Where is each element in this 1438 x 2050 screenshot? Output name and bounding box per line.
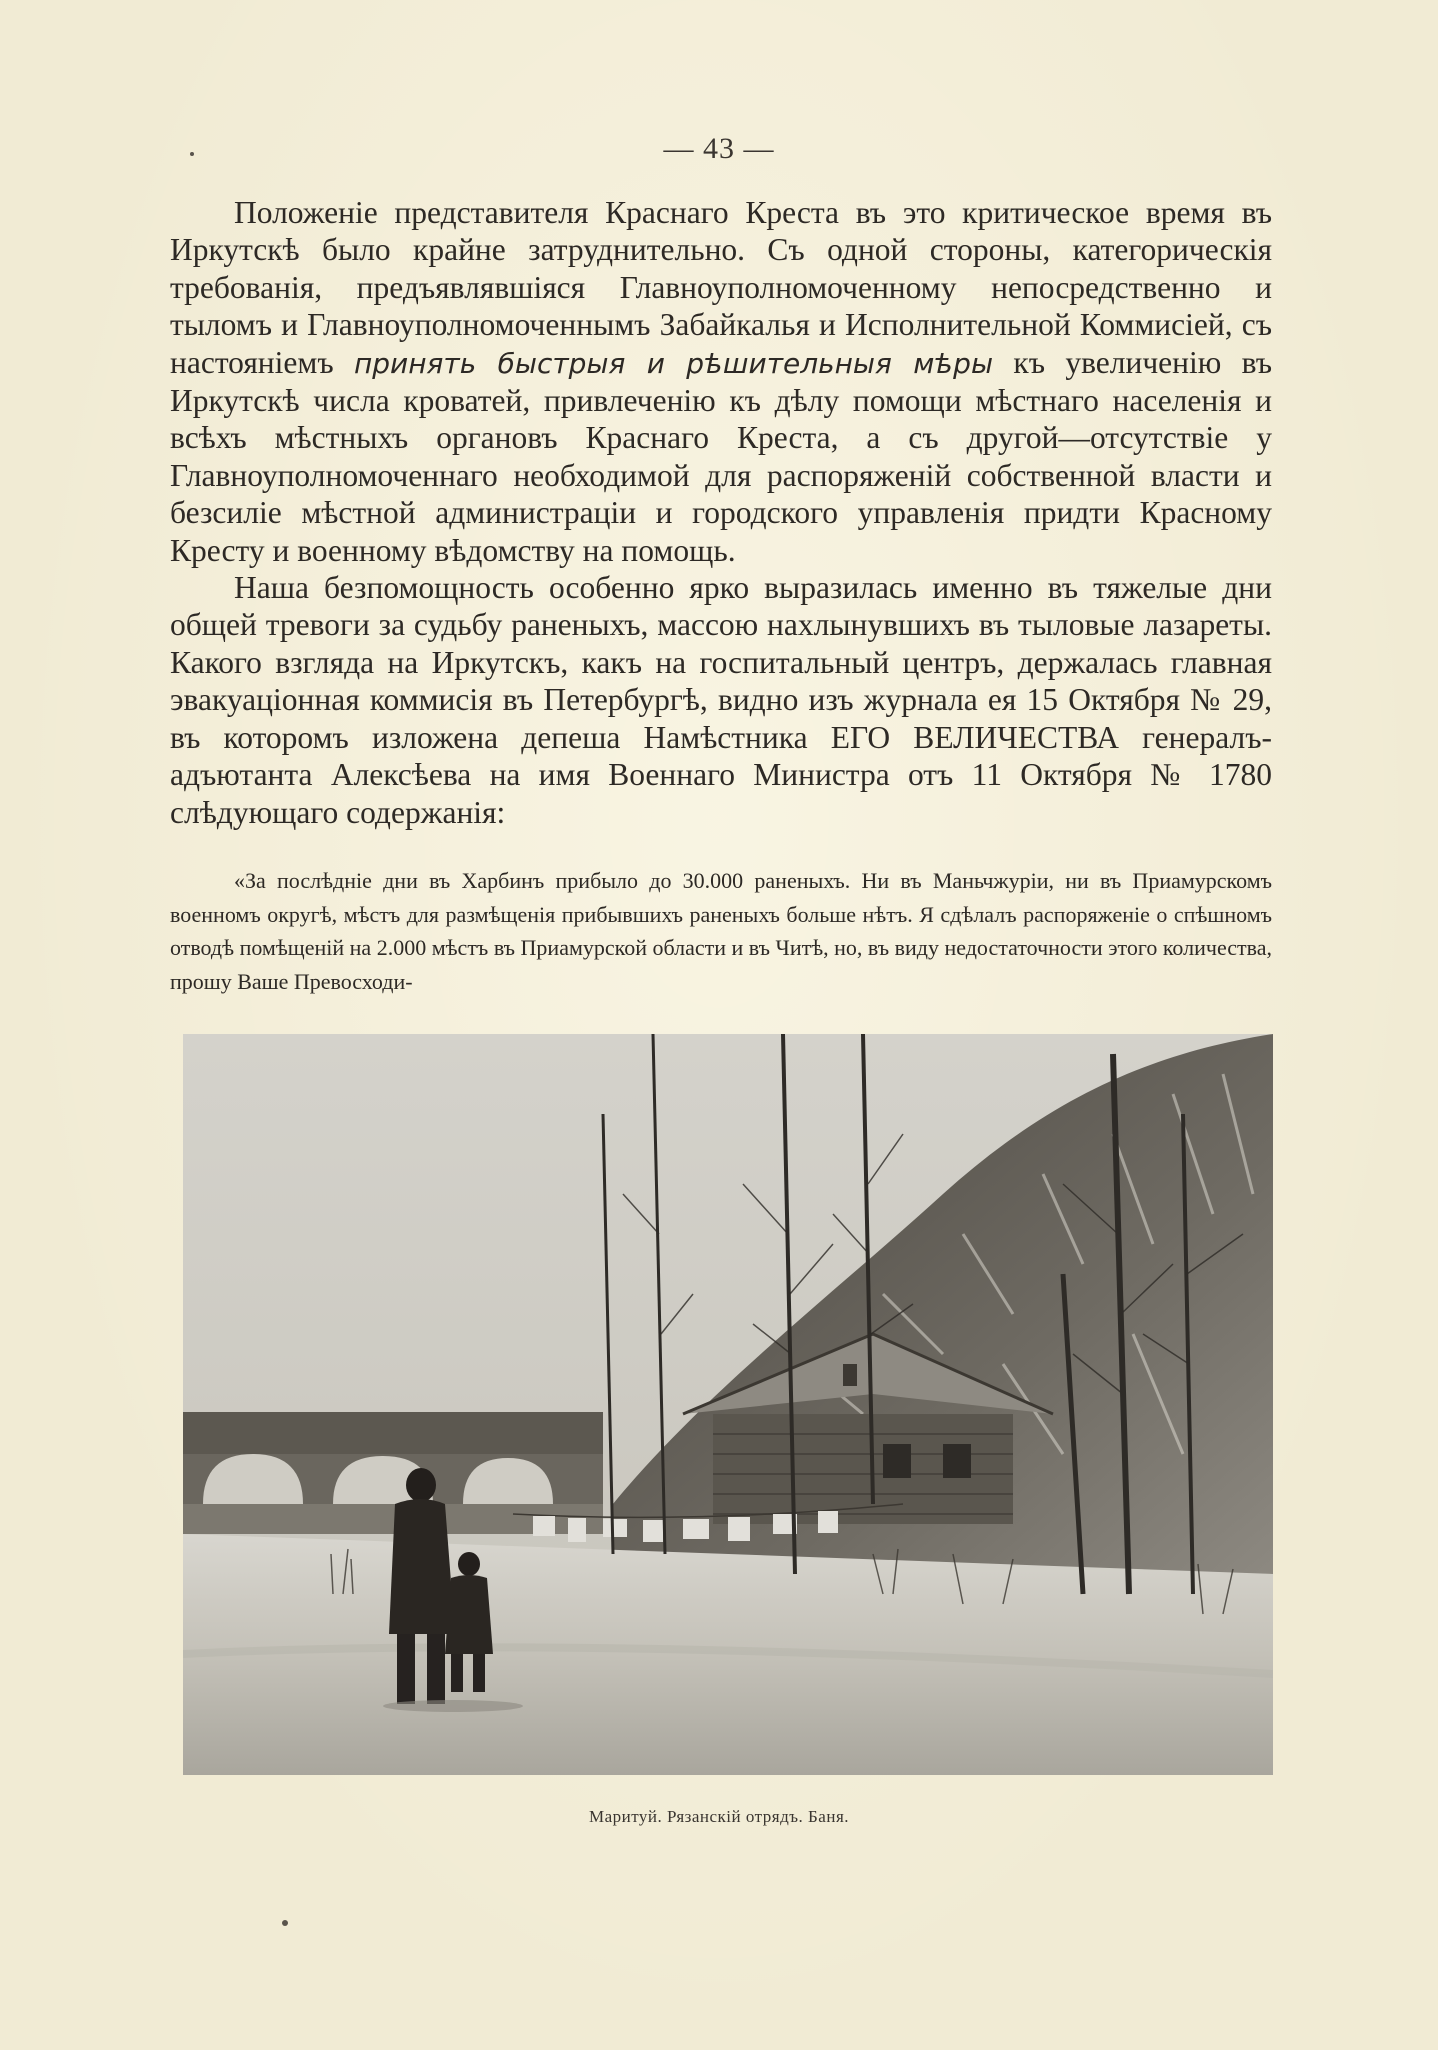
body-text xyxy=(170,194,1272,831)
photograph-image xyxy=(183,1034,1273,1775)
paragraph-1 xyxy=(170,194,1272,569)
telegram-quote: «За послѣдніе дни въ Харбинъ прибыло до 30.000 раненыхъ. Ни въ Маньчжуріи, ни въ Приамурскомъ военномъ округѣ, мѣстъ для размѣщенія прибывшихъ раненыхъ больше нѣтъ. Я сдѣлалъ распоряженіе о спѣшномъ отводѣ помѣщеній на 2.000 мѣстъ въ Приамурской области и въ Читѣ, но, въ виду недостаточности этого количества, прошу Ваше Превосходи- xyxy=(170,868,1273,994)
paragraph-2: Наша безпомощность особенно ярко выразилась именно въ тяжелые дни общей тревоги за судьбу раненыхъ, массою нахлынувшихъ въ тыловые лазареты. Какого взгляда на Иркутскъ, какъ на госпитальный центръ, держалась главная эвакуаціонная коммисія въ Петербургѣ, видно изъ журнала ея 15 Октября № 29, въ которомъ изложена депеша Намѣстника ЕГО ВЕЛИЧЕСТВА генералъ-адъютанта Алексѣева на имя Военнаго Министра отъ 11 Октября № 1780 слѣдующаго содержанія: xyxy=(170,570,1272,830)
paragraph-1-emphasis: принять быстрыя и рѣшительныя мѣры xyxy=(353,346,994,380)
paper-speck xyxy=(190,152,194,156)
page-number: — 43 — xyxy=(663,132,775,165)
photograph xyxy=(183,1034,1273,1775)
paper-speck xyxy=(282,1920,288,1926)
paragraph-1-end: къ увеличенію въ Иркутскѣ числа кроватей, привлеченію къ дѣлу помощи мѣстнаго населенія и всѣхъ мѣстныхъ органовъ Краснаго Креста, а съ другой—отсутствіе у Главноуполномоченнаго необходимой для распоряженій собственной власти и безсиліе мѣстной администраціи и городского управленія придти Красному Кресту и военному вѣдомству на помощь. xyxy=(170,344,1272,568)
photo-caption: Маритуй. Рязанскій отрядъ. Баня. xyxy=(588,1807,850,1826)
paragraph-1-start: Положеніе представителя Краснаго Креста въ это критическое время въ Иркутскѣ было крайне затруднительно. Съ одной стороны, категорическія требованія, предъявлявшіяся Главноуполномоченному непосредственно и тыломъ и Главноуполномоченнымъ Забайкалья и Исполнительной Коммисіей, съ настояніемъ xyxy=(170,195,1272,380)
